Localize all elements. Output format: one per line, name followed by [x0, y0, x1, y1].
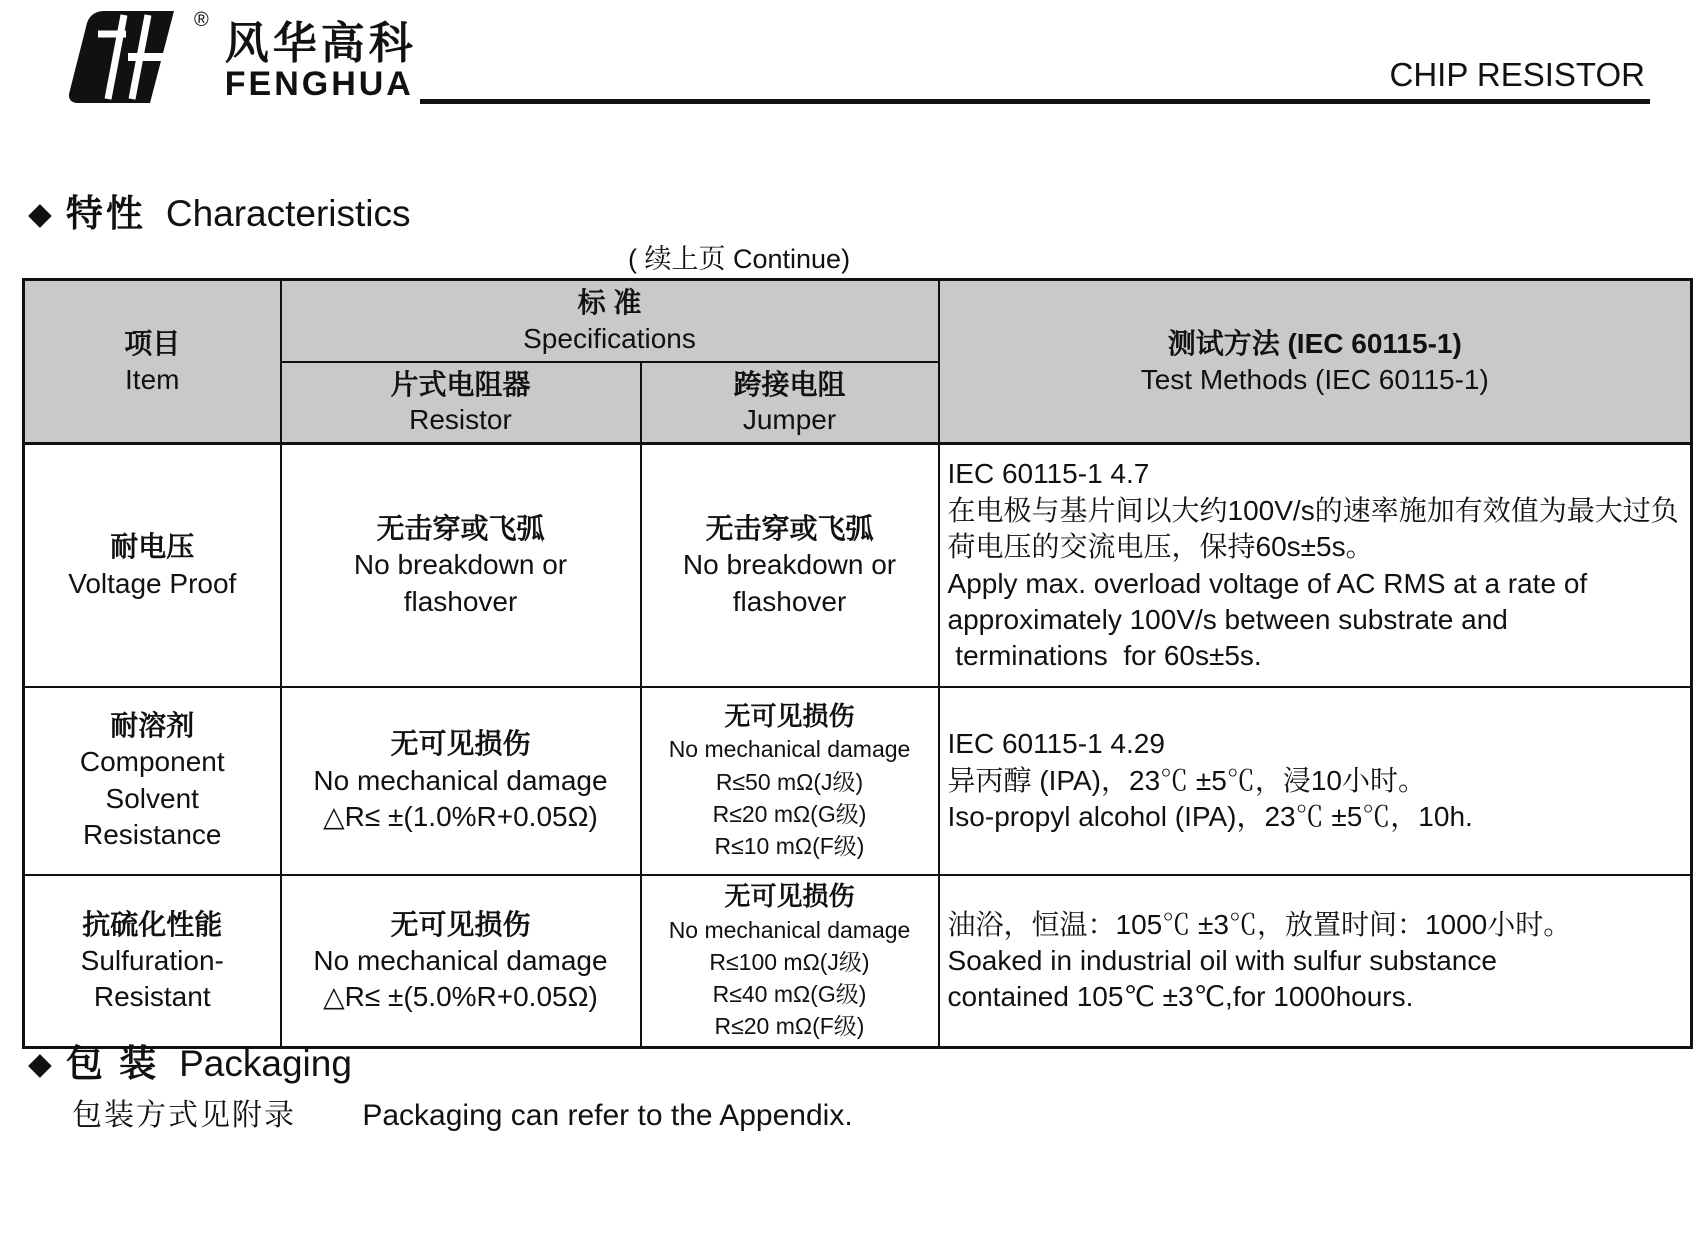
table-row-solvent-resistance — [24, 687, 1692, 875]
cell-line: 无可见损伤 — [724, 700, 855, 731]
cell-line: Resistance — [82, 819, 222, 851]
logo-wordmark — [224, 19, 417, 103]
cell-line: Iso-propyl alcohol (IPA)，23℃ ±5℃，10h. — [947, 801, 1473, 832]
cell-line: 耐溶剂 — [110, 710, 195, 742]
cell-line: R≤50 mΩ(J级) — [715, 768, 864, 795]
column-header-jumper — [641, 362, 939, 444]
diamond-bullet-icon: ◆ — [28, 1046, 52, 1081]
header-test-en: Test Methods (IEC 60115-1) — [1140, 363, 1489, 395]
cell-line: IEC 60115-1 4.7 — [947, 458, 1150, 490]
header-item-cn: 项目 — [124, 327, 181, 359]
section-heading-characteristics — [28, 183, 411, 237]
header-test-cn: 测试方法 (IEC 60115-1) — [1167, 327, 1462, 359]
cell-line: Voltage Proof — [68, 567, 237, 599]
characteristics-table — [22, 278, 1693, 1049]
jumper-spec-cell — [641, 687, 939, 875]
cell-line: △R≤ ±(1.0%R+0.05Ω) — [323, 801, 598, 832]
cell-line: 无可见损伤 — [724, 880, 855, 911]
cell-line: 无可见损伤 — [390, 908, 531, 940]
cell-line: contained 105℃ ±3℃,for 1000hours. — [947, 981, 1414, 1013]
document-title: CHIP RESISTOR — [1389, 56, 1645, 93]
cell-line: R≤40 mΩ(G级) — [712, 980, 867, 1007]
cell-line: terminations for 60s±5s. — [947, 640, 1262, 672]
item-cell — [24, 444, 281, 687]
column-header-item — [24, 280, 281, 444]
cell-line: IEC 60115-1 4.29 — [947, 728, 1165, 760]
brand-header — [68, 10, 417, 104]
logo-english-name: FENGHUA — [224, 65, 414, 103]
cell-line: 在电极与基片间以大约100V/s的速率施加有效值为最大过负荷电压的交流电压，保持60s±5s。 — [947, 494, 1679, 563]
logo-chinese-name: 风华高科 — [224, 19, 417, 68]
diamond-bullet-icon: ◆ — [28, 196, 52, 231]
cell-line: 异丙醇 (IPA)，23℃ ±5℃，浸10小时。 — [947, 764, 1427, 796]
header-spec-en: Specifications — [523, 322, 696, 354]
header-divider-rule — [420, 99, 1650, 104]
cell-line: No mechanical damage — [668, 736, 911, 763]
fenghua-logo-icon — [68, 10, 190, 104]
packaging-note-en: Packaging can refer to the Appendix. — [362, 1099, 853, 1132]
cell-line: No mechanical damage — [313, 944, 608, 976]
column-header-specifications — [281, 280, 939, 362]
cell-line: 无击穿或飞弧 — [376, 512, 545, 544]
resistor-spec-cell — [281, 687, 641, 875]
cell-line: Apply max. overload voltage of AC RMS at a rate of — [947, 567, 1588, 599]
table-row-sulfuration-resistant — [24, 875, 1692, 1048]
cell-line: Solvent — [105, 782, 199, 814]
cell-line: R≤100 mΩ(J级) — [709, 948, 870, 975]
cell-line: 抗硫化性能 — [82, 908, 223, 940]
cell-line: flashover — [403, 585, 518, 617]
item-cell — [24, 687, 281, 875]
header-item-en: Item — [125, 363, 180, 395]
table-row-voltage-proof — [24, 444, 1692, 687]
cell-line: 油浴，恒温：105℃ ±3℃，放置时间：1000小时。 — [947, 908, 1572, 940]
header-jumper-cn: 跨接电阻 — [733, 368, 846, 400]
cell-line: Component — [79, 746, 225, 778]
registered-trademark-symbol: ® — [194, 9, 209, 31]
cell-line: No mechanical damage — [313, 764, 608, 796]
section-title-en: Characteristics — [165, 193, 411, 234]
packaging-note — [72, 1090, 853, 1134]
section-title-en: Packaging — [179, 1043, 352, 1084]
packaging-note-cn: 包装方式见附录 — [72, 1099, 296, 1132]
cell-line: R≤10 mΩ(F级) — [714, 832, 865, 859]
cell-line: R≤20 mΩ(F级) — [714, 1013, 865, 1040]
column-header-resistor — [281, 362, 641, 444]
jumper-spec-cell — [641, 444, 939, 687]
cell-line: No breakdown or — [353, 549, 568, 581]
cell-line: Sulfuration- — [80, 944, 224, 976]
header-resistor-en: Resistor — [409, 404, 512, 436]
cell-line: △R≤ ±(5.0%R+0.05Ω) — [323, 981, 598, 1013]
header-spec-cn: 标 准 — [577, 287, 642, 318]
section-title-cn: 特性 — [65, 193, 146, 234]
continue-note: ( 续上页 Continue) — [628, 244, 851, 274]
resistor-spec-cell — [281, 875, 641, 1048]
cell-line: No breakdown or — [682, 549, 897, 581]
column-header-test-methods — [939, 280, 1692, 444]
header-resistor-cn: 片式电阻器 — [390, 368, 531, 400]
cell-line: Resistant — [93, 981, 211, 1013]
item-cell — [24, 875, 281, 1048]
cell-line: Soaked in industrial oil with sulfur substance — [947, 944, 1497, 976]
test-method-cell — [939, 875, 1692, 1048]
cell-line: 无击穿或飞弧 — [705, 512, 874, 544]
header-jumper-en: Jumper — [742, 404, 837, 436]
cell-line: flashover — [732, 585, 847, 617]
resistor-spec-cell — [281, 444, 641, 687]
section-heading-packaging — [28, 1033, 352, 1087]
cell-line: R≤20 mΩ(G级) — [712, 800, 867, 827]
test-method-cell — [939, 444, 1692, 687]
cell-line: approximately 100V/s between substrate and — [947, 603, 1508, 635]
cell-line: 无可见损伤 — [390, 728, 531, 760]
jumper-spec-cell — [641, 875, 939, 1048]
section-title-cn: 包 装 — [65, 1043, 160, 1084]
cell-line: 耐电压 — [110, 531, 195, 563]
test-method-cell — [939, 687, 1692, 875]
cell-line: No mechanical damage — [668, 916, 911, 943]
